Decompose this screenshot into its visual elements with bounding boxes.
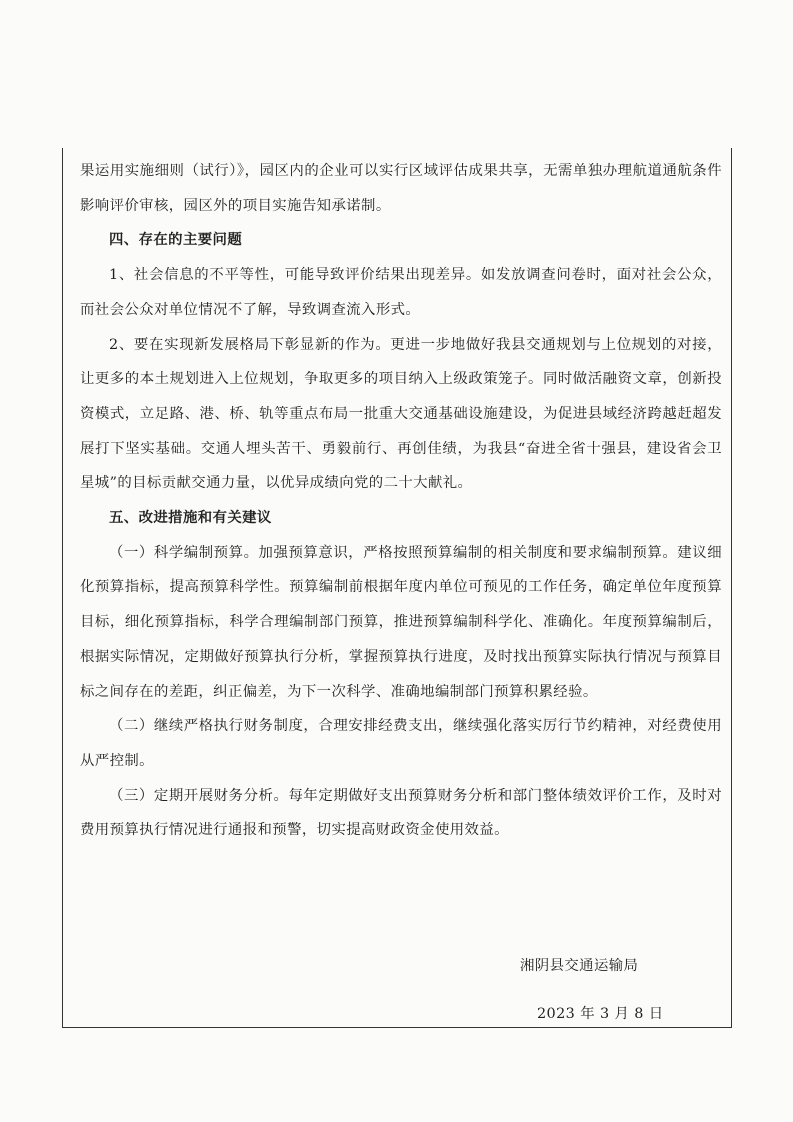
paragraph-problem-2: 2、要在实现新发展格局下彰显新的作为。更进一步地做好我县交通规划与上位规划的对接，让更多的本土规划进入上位规划，争取更多的项目纳入上级政策笼子。同时做活融资文章，创新投资模式，立足路、港、桥、轨等重点布局一批重大交通基础设施建设，为促进县域经济跨越赶超发展打下坚实基础。交通人埋头苦干、勇毅前行、再创佳绩，为我县“奋进全省十强县，建设省会卫星城”的目标贡献交通力量，以优异成绩向党的二十大献礼。 <box>80 336 722 492</box>
paragraph-problem-1: 1、社会信息的不平等性，可能导致评价结果出现差异。如发放调查问卷时，面对社会公众，而社会公众对单位情况不了解，导致调查流入形式。 <box>80 267 722 318</box>
signature-organization: 湘阴县交通运输局 <box>520 958 639 974</box>
paragraph-measure-1: （一）科学编制预算。加强预算意识，严格按照预算编制的相关制度和要求编制预算。建议细化预算指标，提高预算科学性。预算编制前根据年度内单位可预见的工作任务，确定单位年度预算目标，细化预算指标，科学合理编制部门预算，推进预算编制科学化、准确化。年度预算编制后，根据实际情况，定期做好预算执行分析，掌握预算执行进度，及时找出预算实际执行情况与预算目标之间存在的差距，纠正偏差，为下一次科学、准确地编制部门预算积累经验。 <box>80 544 722 700</box>
paragraph-measure-3: （三）定期开展财务分析。每年定期做好支出预算财务分析和部门整体绩效评价工作，及时对费用预算执行情况进行通报和预警，切实提高财政资金使用效益。 <box>80 787 722 839</box>
paragraph-continuation: 果运用实施细则（试行）》，园区内的企业可以实行区域评估成果共享，无需单独办理航道通航条件影响评价审核，园区外的项目实施告知承诺制。 <box>80 163 722 214</box>
signature-date: 2023 年 3 月 8 日 <box>537 1006 664 1022</box>
paragraph-measure-2: （二）继续严格执行财务制度，合理安排经费支出，继续强化落实厉行节约精神，对经费使用从严控制。 <box>80 718 722 769</box>
section-heading-problems: 四、存在的主要问题 <box>109 231 243 249</box>
section-heading-measures: 五、改进措施和有关建议 <box>109 509 272 527</box>
document-body <box>80 154 722 848</box>
